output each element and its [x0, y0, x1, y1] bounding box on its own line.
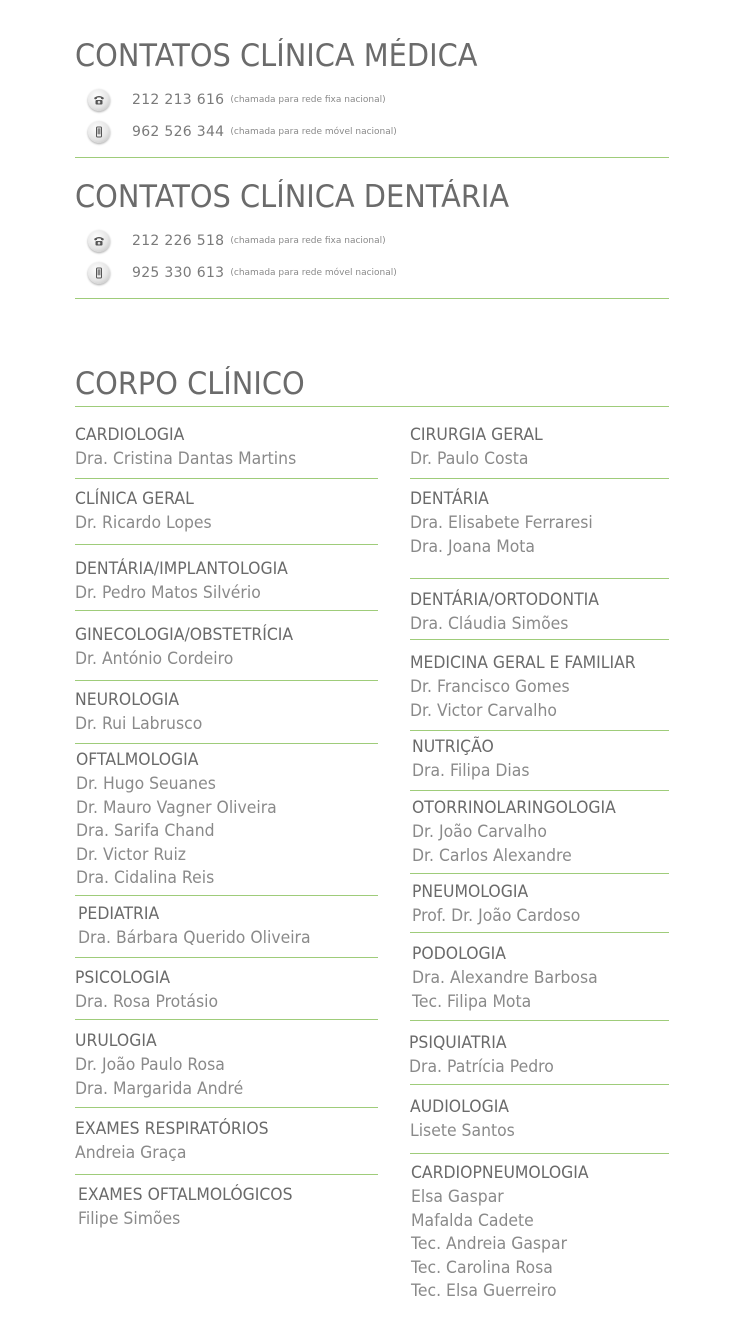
specialty-heading: NUTRIÇÃO	[412, 737, 494, 757]
telephone-icon	[88, 230, 110, 252]
divider	[75, 610, 378, 611]
doctor-name: Tec. Elsa Guerreiro	[411, 1281, 557, 1301]
doctor-name: Dr. João Carvalho	[412, 822, 547, 842]
dentaria-phone-mobile[interactable]	[88, 260, 397, 286]
medica-phone-mobile[interactable]	[88, 119, 397, 145]
specialty-heading: CIRURGIA GERAL	[410, 425, 543, 445]
doctor-name: Dra. Cidalina Reis	[76, 868, 215, 888]
phone-number: 925 330 613	[132, 265, 225, 281]
divider	[75, 406, 669, 407]
phone-note: (chamada para rede fixa nacional)	[230, 95, 386, 105]
doctor-name: Dr. Pedro Matos Silvério	[75, 583, 261, 603]
specialty-heading: PSIQUIATRIA	[409, 1033, 507, 1053]
doctor-name: Dra. Margarida André	[75, 1078, 244, 1099]
doctor-name: Dra. Alexandre Barbosa	[412, 968, 598, 988]
specialty-heading: URULOGIA	[75, 1031, 157, 1051]
doctor-name: Dr. Victor Carvalho	[410, 700, 557, 721]
specialty-heading: PSICOLOGIA	[75, 968, 171, 988]
doctor-name: Dra. Rosa Protásio	[75, 992, 219, 1012]
doctor-name: Dr. Mauro Vagner Oliveira	[76, 797, 277, 818]
doctor-name: Dr. Rui Labrusco	[75, 714, 203, 734]
specialty-heading: CARDIOLOGIA	[75, 425, 185, 445]
doctor-name: Dr. Victor Ruiz	[76, 844, 187, 865]
medica-title: CONTATOS CLÍNICA MÉDICA	[75, 38, 478, 74]
doctor-name: Andreia Graça	[75, 1143, 187, 1163]
mobile-phone-icon	[88, 121, 110, 143]
divider	[75, 544, 378, 545]
specialty-heading: EXAMES OFTALMOLÓGICOS	[78, 1185, 293, 1205]
doctor-name: Dra. Sarifa Chand	[76, 821, 215, 841]
mobile-phone-icon	[88, 262, 110, 284]
specialty-heading: MEDICINA GERAL E FAMILIAR	[410, 653, 636, 673]
doctor-name: Dr. Francisco Gomes	[410, 677, 570, 697]
divider	[410, 932, 669, 933]
divider	[75, 157, 669, 158]
divider	[410, 1153, 669, 1154]
divider	[75, 1019, 378, 1020]
doctor-name: Prof. Dr. João Cardoso	[412, 906, 581, 926]
doctor-name: Dra. Joana Mota	[410, 536, 536, 557]
doctor-name: Dr. António Cordeiro	[75, 649, 234, 669]
divider	[410, 873, 669, 874]
doctor-name: Tec. Andreia Gaspar	[411, 1234, 568, 1254]
divider	[75, 298, 669, 299]
divider	[410, 578, 669, 579]
specialty-heading: NEUROLOGIA	[75, 690, 180, 710]
telephone-icon	[88, 89, 110, 111]
divider	[75, 895, 378, 896]
doctor-name: Dra. Cristina Dantas Martins	[75, 449, 297, 469]
divider	[75, 1107, 378, 1108]
corpo-title: CORPO CLÍNICO	[75, 366, 305, 402]
specialty-heading: DENTÁRIA	[410, 489, 489, 509]
specialty-heading: EXAMES RESPIRATÓRIOS	[75, 1119, 269, 1139]
divider	[75, 743, 378, 744]
divider	[410, 639, 669, 640]
dentaria-phone-fixed[interactable]	[88, 228, 386, 254]
specialty-heading: OTORRINOLARINGOLOGIA	[412, 798, 616, 818]
phone-number: 962 526 344	[132, 124, 225, 140]
divider	[410, 790, 669, 791]
specialty-heading: DENTÁRIA/IMPLANTOLOGIA	[75, 559, 288, 579]
specialty-heading: PNEUMOLOGIA	[412, 882, 529, 902]
divider	[410, 730, 669, 731]
divider	[410, 478, 669, 479]
doctor-name: Tec. Filipa Mota	[412, 991, 532, 1012]
doctor-name: Dra. Filipa Dias	[412, 761, 530, 781]
doctor-name: Dra. Patrícia Pedro	[409, 1057, 554, 1077]
phone-number: 212 213 616	[132, 92, 225, 108]
divider	[75, 478, 378, 479]
specialty-heading: CARDIOPNEUMOLOGIA	[411, 1163, 589, 1183]
doctor-name: Elsa Gaspar	[411, 1187, 504, 1207]
specialty-heading: OFTALMOLOGIA	[76, 750, 199, 770]
divider	[75, 1174, 378, 1175]
specialty-heading: GINECOLOGIA/OBSTETRÍCIA	[75, 625, 294, 645]
phone-note: (chamada para rede móvel nacional)	[230, 268, 397, 278]
divider	[410, 1084, 669, 1085]
specialty-heading: PEDIATRIA	[78, 904, 160, 924]
doctor-name: Dr. Hugo Seuanes	[76, 774, 216, 794]
doctor-name: Dr. João Paulo Rosa	[75, 1055, 225, 1075]
divider	[75, 680, 378, 681]
doctor-name: Dr. Carlos Alexandre	[412, 845, 572, 866]
divider	[410, 1020, 669, 1021]
divider	[75, 957, 378, 958]
doctor-name: Dra. Cláudia Simões	[410, 614, 569, 634]
phone-note: (chamada para rede móvel nacional)	[230, 127, 397, 137]
specialty-heading: CLÍNICA GERAL	[75, 489, 194, 509]
doctor-name: Dra. Elisabete Ferraresi	[410, 513, 593, 533]
phone-note: (chamada para rede fixa nacional)	[230, 236, 386, 246]
doctor-name: Filipe Simões	[78, 1209, 181, 1229]
phone-number: 212 226 518	[132, 233, 225, 249]
doctor-name: Dra. Bárbara Querido Oliveira	[78, 928, 311, 948]
doctor-name: Dr. Paulo Costa	[410, 449, 529, 469]
specialty-heading: AUDIOLOGIA	[410, 1097, 510, 1117]
doctor-name: Tec. Carolina Rosa	[411, 1257, 553, 1278]
dentaria-title: CONTATOS CLÍNICA DENTÁRIA	[75, 179, 510, 215]
specialty-heading: DENTÁRIA/ORTODONTIA	[410, 590, 599, 610]
doctor-name: Lisete Santos	[410, 1121, 515, 1141]
specialty-heading: PODOLOGIA	[412, 944, 506, 964]
doctor-name: Dr. Ricardo Lopes	[75, 513, 212, 533]
medica-phone-fixed[interactable]	[88, 87, 386, 113]
doctor-name: Mafalda Cadete	[411, 1210, 534, 1231]
